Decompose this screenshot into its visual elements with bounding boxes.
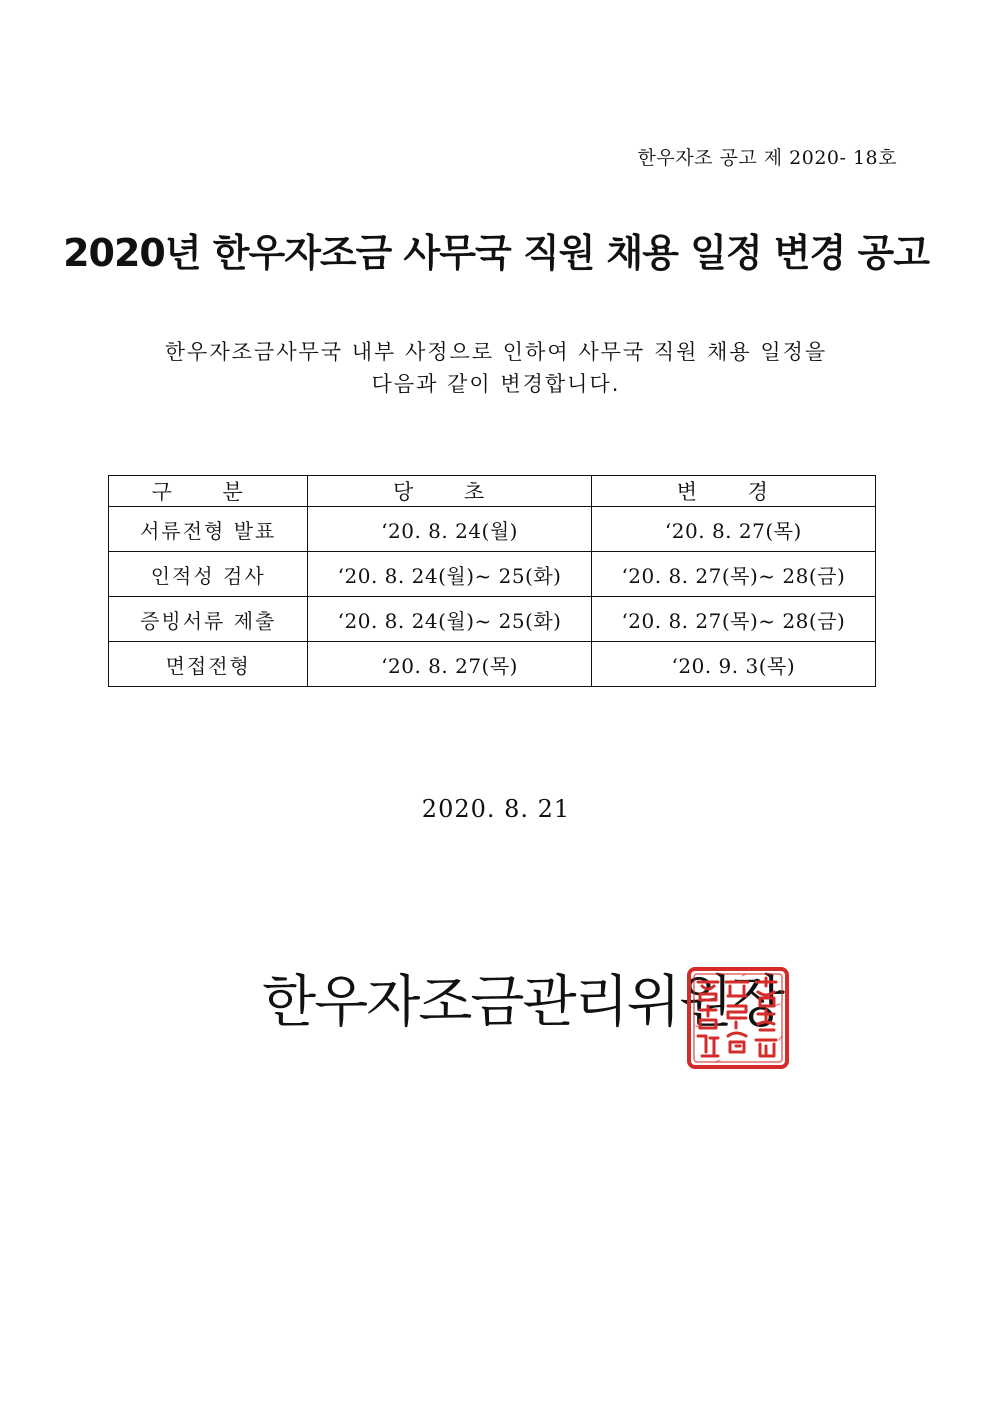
row-original: ‘20. 8. 24(월) [308,507,591,552]
row-item: 인적성 검사 [109,552,308,597]
notice-number: 한우자조 공고 제 2020- 18호 [637,147,897,169]
row-item: 면접전형 [109,642,308,687]
row-item: 증빙서류 제출 [109,597,308,642]
document-title: 2020년 한우자조금 사무국 직원 채용 일정 변경 공고 [63,231,929,275]
table-row [109,507,876,552]
row-item: 서류전형 발표 [109,507,308,552]
intro-line-1: 한우자조금사무국 내부 사정으로 인하여 사무국 직원 채용 일정을 [164,340,828,364]
row-original: ‘20. 8. 24(월)~ 25(화) [308,597,591,642]
row-changed: ‘20. 9. 3(목) [591,642,875,687]
header-original: 당 초 [308,476,591,507]
schedule-table [108,475,876,687]
issuer-name: 한우자조금관리위원장 [262,970,783,1035]
row-changed: ‘20. 8. 27(목)~ 28(금) [591,552,875,597]
table-row [109,642,876,687]
row-original: ‘20. 8. 24(월)~ 25(화) [308,552,591,597]
table-row [109,597,876,642]
intro-paragraph [0,336,992,400]
row-changed: ‘20. 8. 27(목) [591,507,875,552]
header-changed: 변 경 [591,476,875,507]
row-original: ‘20. 8. 27(목) [308,642,591,687]
intro-line-2: 다음과 같이 변경합니다. [371,372,621,396]
row-changed: ‘20. 8. 27(목)~ 28(금) [591,597,875,642]
table-header-row [109,476,876,507]
official-seal-icon [686,966,790,1070]
issue-date: 2020. 8. 21 [421,795,571,823]
header-category: 구 분 [109,476,308,507]
table-row [109,552,876,597]
